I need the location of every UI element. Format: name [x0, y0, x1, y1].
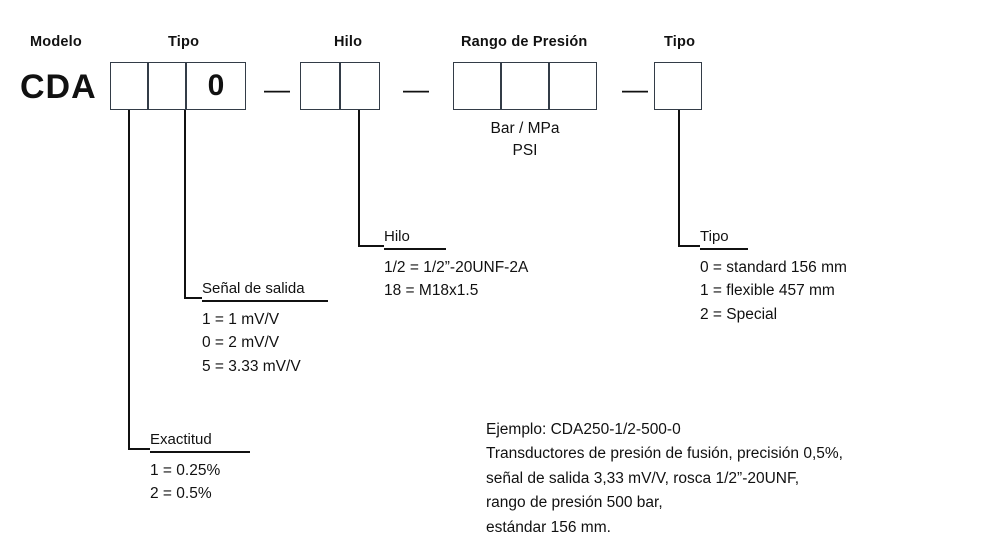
separator-dash-3: —: [622, 74, 648, 104]
leader-line-exactitud-horizontal: [128, 448, 150, 450]
leader-line-senal-vertical: [184, 110, 186, 297]
legend-senal-item-0: 1 = 1 mV/V: [202, 310, 280, 328]
leader-line-hilo-horizontal: [358, 245, 384, 247]
model-prefix: CDA: [20, 68, 97, 106]
leader-line-hilo-vertical: [358, 110, 360, 245]
code-box-tipo-digit[interactable]: [186, 62, 246, 110]
pressure-unit-bar: Bar / MPa: [490, 120, 560, 137]
code-box-hilo-2[interactable]: [340, 62, 380, 110]
legend-senal-underline: [202, 300, 328, 302]
code-digit-zero: 0: [207, 69, 225, 102]
legend-tipo-item-1: 1 = flexible 457 mm: [700, 282, 835, 300]
legend-exactitud-underline: [150, 451, 250, 453]
header-rango-presion: Rango de Presión: [461, 34, 588, 50]
legend-hilo-title: Hilo: [384, 228, 410, 245]
legend-senal-salida: [202, 280, 328, 378]
legend-senal-item-2: 5 = 3.33 mV/V: [202, 357, 301, 375]
header-tipo-cable: Tipo: [664, 34, 696, 50]
legend-exactitud-item-0: 1 = 0.25%: [150, 461, 221, 479]
code-box-rango-2[interactable]: [501, 62, 549, 110]
legend-senal-item-1: 0 = 2 mV/V: [202, 334, 280, 352]
code-box-rango-3[interactable]: [549, 62, 597, 110]
separator-dash-2: —: [403, 74, 429, 104]
legend-exactitud-item-1: 2 = 0.5%: [150, 485, 212, 503]
pressure-unit-psi: PSI: [512, 142, 538, 160]
code-box-rango-1[interactable]: [453, 62, 501, 110]
code-box-exactitud[interactable]: [110, 62, 148, 110]
header-hilo: Hilo: [334, 34, 363, 50]
legend-tipo-cable: [700, 228, 847, 326]
legend-tipo-item-2: 2 = Special: [700, 305, 778, 323]
leader-line-senal-horizontal: [184, 297, 202, 299]
code-box-tipo-cable[interactable]: [654, 62, 702, 110]
legend-tipo-title: Tipo: [700, 228, 729, 245]
code-box-hilo-1[interactable]: [300, 62, 340, 110]
pressure-units: [453, 118, 597, 163]
separator-dash-1: —: [264, 74, 290, 104]
legend-tipo-item-0: 0 = standard 156 mm: [700, 258, 847, 276]
example-line-3: rango de presión 500 bar,: [486, 494, 663, 512]
legend-hilo-item-1: 18 = M18x1.5: [384, 282, 479, 300]
leader-line-tipo-vertical: [678, 110, 680, 245]
example-line-4: estándar 156 mm.: [486, 518, 611, 536]
legend-senal-title: Señal de salida: [202, 280, 305, 297]
legend-hilo-underline: [384, 248, 446, 250]
legend-hilo: [384, 228, 528, 303]
legend-exactitud: [150, 431, 250, 506]
example-line-1: Transductores de presión de fusión, precisión 0,5%,: [486, 445, 843, 463]
header-tipo-senal: Tipo: [168, 34, 200, 50]
example-block: [486, 418, 843, 540]
example-line-2: señal de salida 3,33 mV/V, rosca 1/2”-20UNF,: [486, 469, 800, 487]
header-modelo: Modelo: [30, 34, 82, 50]
code-box-senal[interactable]: [148, 62, 186, 110]
legend-hilo-item-0: 1/2 = 1/2”-20UNF-2A: [384, 258, 529, 276]
legend-exactitud-title: Exactitud: [150, 431, 212, 448]
leader-line-tipo-horizontal: [678, 245, 700, 247]
example-line-0: Ejemplo: CDA250-1/2-500-0: [486, 421, 681, 438]
leader-line-exactitud-vertical: [128, 110, 130, 448]
legend-tipo-underline: [700, 248, 748, 250]
